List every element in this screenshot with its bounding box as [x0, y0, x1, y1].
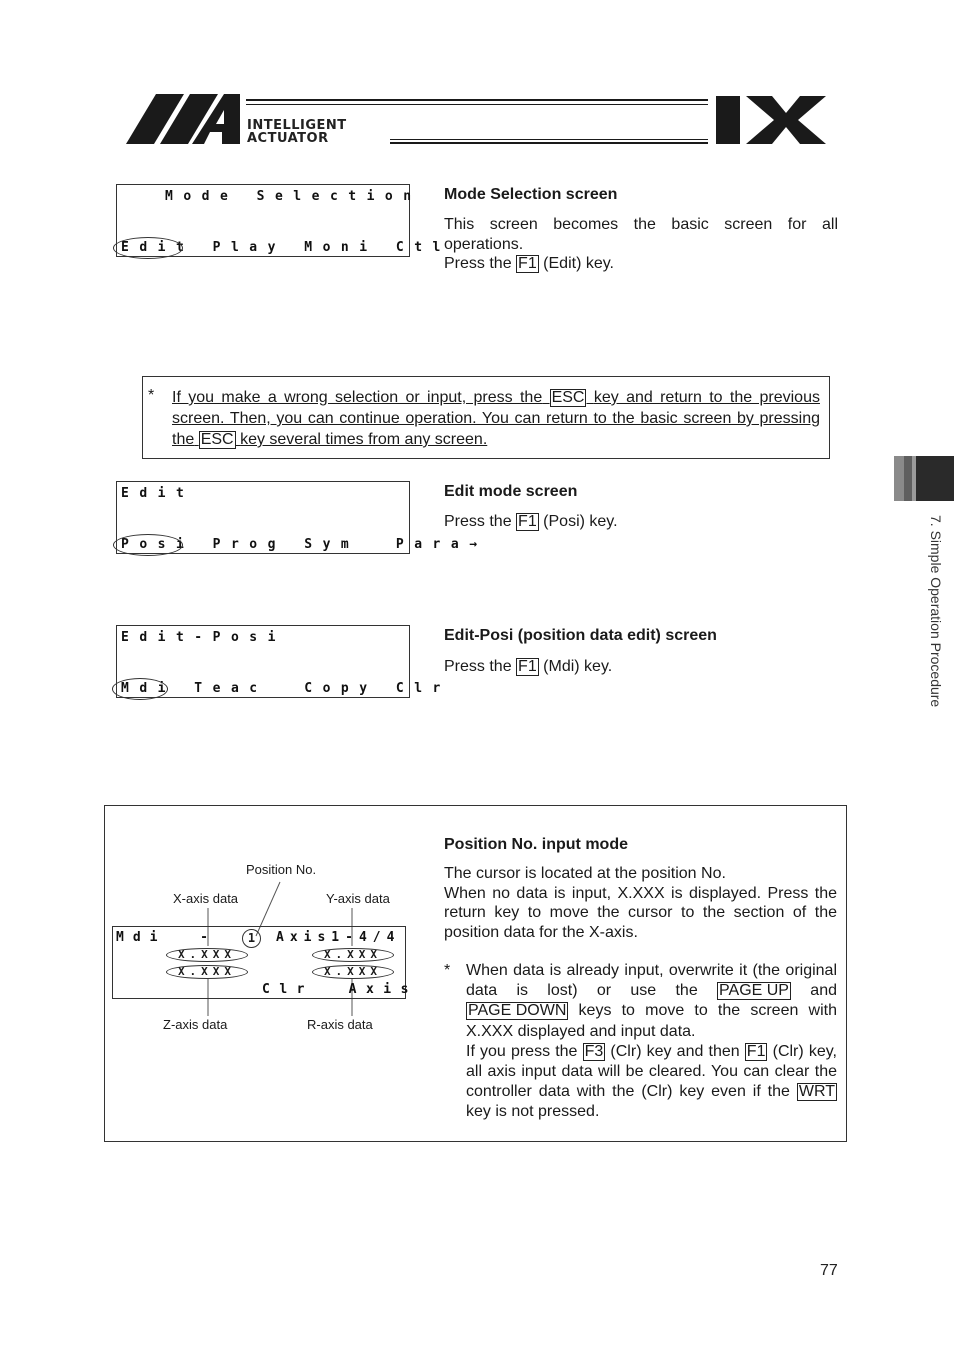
- highlight-oval: [113, 237, 183, 259]
- edit-mode-text: Press the F1 (Posi) key.: [444, 513, 618, 530]
- notice-star: *: [148, 387, 155, 404]
- page-down-key-label: PAGE DOWN: [468, 1002, 567, 1020]
- edit-mode-heading: Edit mode screen: [444, 483, 578, 500]
- z-axis-value: X.XXX: [166, 965, 248, 979]
- f1-key-label: F1: [746, 1042, 766, 1060]
- esc-key-label: ESC: [551, 389, 585, 406]
- lcd-line-2: Edit Play Moni Ctl: [121, 240, 451, 255]
- esc-key-label: ESC: [200, 431, 234, 448]
- lcd-line-1: Mode Selection: [165, 189, 422, 204]
- note-star: *: [444, 962, 451, 979]
- mode-selection-heading: Mode Selection screen: [444, 186, 618, 203]
- callout-position-no: Position No.: [246, 862, 317, 877]
- x-axis-value: X.XXX: [166, 948, 248, 962]
- callout-y-axis: Y-axis data: [326, 891, 390, 906]
- brand-line2: ACTUATOR: [247, 131, 329, 146]
- highlight-oval: [113, 534, 183, 556]
- f1-key-label: F1: [518, 255, 537, 272]
- lcd-mdi-row4: Clr Axis: [262, 982, 418, 997]
- position-number-circle: 1: [242, 929, 261, 948]
- f3-key-label: F3: [584, 1042, 604, 1060]
- wrt-key-label: WRT: [798, 1083, 835, 1101]
- position-input-note: When data is already input, overwrite it (the original data is lost) or use the PAGE UP and PAGE DOWN keys to move to the screen with X.XXX displayed and input data. If you press the F3 (Clr) key and then F1 (Clr) key, all axis input data will be cleared. You can clear the controller data with the (Clr) key even if the WRT key is not pressed.: [466, 962, 837, 1121]
- lcd-mdi-row1-right: Axis1-4/4: [276, 930, 401, 945]
- lcd-line-1: Edit-Posi: [121, 630, 286, 645]
- y-axis-value: X.XXX: [312, 948, 394, 962]
- edit-posi-text: Press the F1 (Mdi) key.: [444, 658, 613, 675]
- chapter-label: 7. Simple Operation Procedure: [928, 515, 944, 708]
- position-input-text: The cursor is located at the position No. When no data is input, X.XXX is displayed. Press the return key to move the cursor to the section of the position data for the X-axis.: [444, 865, 837, 941]
- notice-text: If you make a wrong selection or input, press the ESC key and return to the previous screen. Then, you can continue operation. You can return to the basic screen by pressing the ESC key several times from any screen.: [172, 389, 820, 448]
- lcd-mdi-row1-left: Mdi -: [116, 930, 217, 945]
- page-number: 77: [820, 1262, 838, 1279]
- callout-x-axis: X-axis data: [173, 891, 239, 906]
- brand-line1: INTELLIGENT: [247, 118, 347, 133]
- ia-logo-mark-icon: [126, 94, 248, 144]
- edit-posi-heading: Edit-Posi (position data edit) screen: [444, 627, 717, 644]
- ix-logo-icon: [716, 96, 826, 144]
- r-axis-value: X.XXX: [312, 965, 394, 979]
- f1-key-label: F1: [518, 513, 537, 530]
- f1-key-label: F1: [518, 658, 537, 675]
- page-up-key-label: PAGE UP: [719, 982, 789, 1000]
- lcd-line-2: Posi Prog Sym Para→: [121, 537, 488, 552]
- position-input-heading: Position No. input mode: [444, 836, 628, 853]
- highlight-oval: [112, 678, 168, 700]
- lcd-line-2: Mdi Teac Copy Clr: [121, 681, 451, 696]
- mode-selection-text: This screen becomes the basic screen for all operations. Press the F1 (Edit) key.: [444, 216, 838, 272]
- callout-z-axis: Z-axis data: [163, 1017, 228, 1032]
- callout-r-axis: R-axis data: [307, 1017, 373, 1032]
- lcd-line-1: Edit: [121, 486, 195, 501]
